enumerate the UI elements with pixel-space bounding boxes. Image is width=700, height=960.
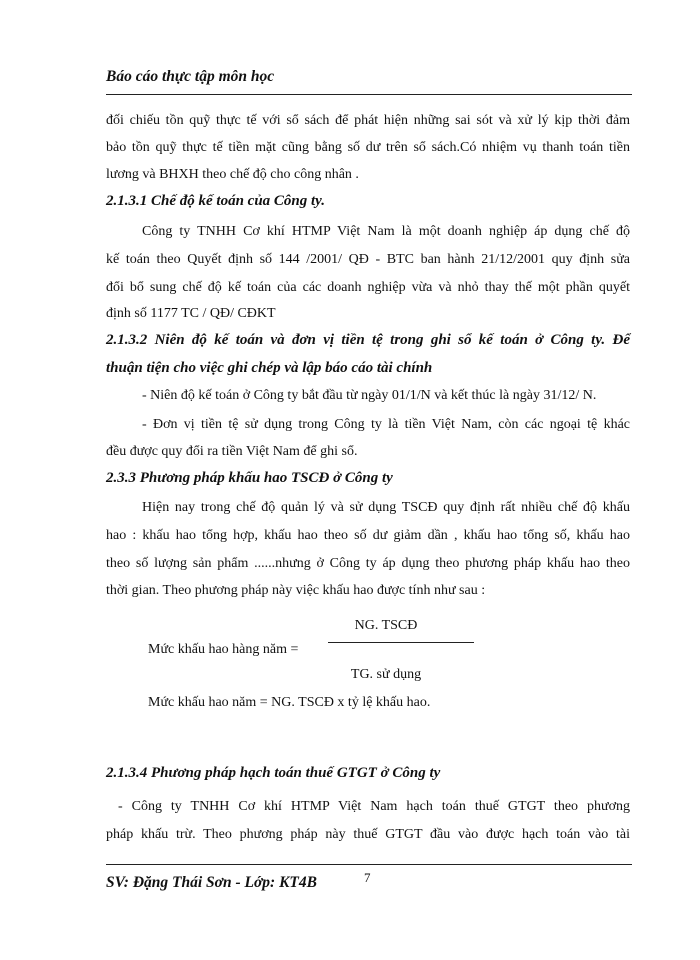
- section-233-line-4: thời gian. Theo phương pháp này việc khấu hao được tính như sau :: [106, 583, 486, 598]
- section-2131-line-4: định số 1177 TC / QĐ/ CĐKT: [106, 306, 276, 321]
- formula-fraction-bar: [328, 642, 474, 643]
- section-2134-line-2: pháp khấu trừ. Theo phương pháp này thuế GTGT đầu vào được hạch toán vào tài: [106, 827, 630, 842]
- formula-denominator: TG. sử dụng: [350, 667, 422, 682]
- section-2131-line-1: Công ty TNHH Cơ khí HTMP Việt Nam là một doanh nghiệp áp dụng chế độ: [142, 224, 630, 239]
- section-2132-heading-line-2: thuận tiện cho việc ghi chép và lập báo cáo tài chính: [106, 360, 433, 376]
- section-233-line-2: hao : khấu hao tổng hợp, khấu hao theo số dư giảm dần , khấu hao tổng số, khấu hao: [106, 528, 630, 543]
- section-2131-line-3: đổi bổ sung chế độ kế toán của các doanh nghiệp vừa và nhỏ thay thế một phần quyết: [106, 280, 630, 295]
- intro-line-2: bảo tồn quỹ thực tế tiền mặt cũng bằng số dư trên sổ sách.Có nhiệm vụ thanh toán tiền: [106, 140, 630, 155]
- section-2131-heading: 2.1.3.1 Chế độ kế toán của Công ty.: [106, 193, 326, 209]
- section-233-line-3: theo số lượng sản phẩm ......nhưng ở Công ty áp dụng theo phương pháp khấu hao theo: [106, 556, 630, 571]
- intro-line-1: đối chiếu tồn quỹ thực tế với sổ sách để phát hiện những sai sót và xử lý kịp thời đảm: [106, 113, 630, 128]
- section-2132-heading-line-1: 2.1.3.2 Niên độ kế toán và đơn vị tiền tệ trong ghi sổ kế toán ở Công ty. Để: [106, 332, 630, 348]
- formula-numerator: NG. TSCĐ: [354, 618, 418, 633]
- section-233-line-1: Hiện nay trong chế độ quản lý và sử dụng TSCĐ quy định rất nhiều chế độ khấu: [142, 500, 630, 515]
- section-2132-line-3: đều được quy đổi ra tiền Việt Nam để ghi sổ.: [106, 444, 358, 459]
- section-2134-heading: 2.1.3.4 Phương pháp hạch toán thuế GTGT ở Công ty: [106, 765, 441, 781]
- header-rule: [106, 94, 632, 95]
- footer-author: SV: Đặng Thái Sơn - Lớp: KT4B: [106, 874, 317, 891]
- formula-2: Mức khấu hao năm = NG. TSCĐ x tỷ lệ khấu hao.: [148, 695, 431, 710]
- section-2134-line-1: - Công ty TNHH Cơ khí HTMP Việt Nam hạch toán thuế GTGT theo phương: [118, 799, 630, 814]
- section-2132-line-2: - Đơn vị tiền tệ sử dụng trong Công ty là tiền Việt Nam, còn các ngoại tệ khác: [142, 417, 630, 432]
- section-233-heading: 2.3.3 Phương pháp khấu hao TSCĐ ở Công ty: [106, 470, 393, 486]
- intro-line-3: lương và BHXH theo chế độ cho công nhân .: [106, 167, 359, 182]
- section-2132-line-1: - Niên độ kế toán ở Công ty bắt đầu từ ngày 01/1/N và kết thúc là ngày 31/12/ N.: [142, 388, 597, 403]
- running-header: Báo cáo thực tập môn học: [106, 68, 275, 85]
- page-number: 7: [364, 870, 371, 885]
- section-2131-line-2: kế toán theo Quyết định số 144 /2001/ QĐ - BTC ban hành 21/12/2001 quy định sửa: [106, 252, 630, 267]
- formula-label: Mức khấu hao hàng năm =: [148, 642, 299, 657]
- footer-rule: [106, 864, 632, 865]
